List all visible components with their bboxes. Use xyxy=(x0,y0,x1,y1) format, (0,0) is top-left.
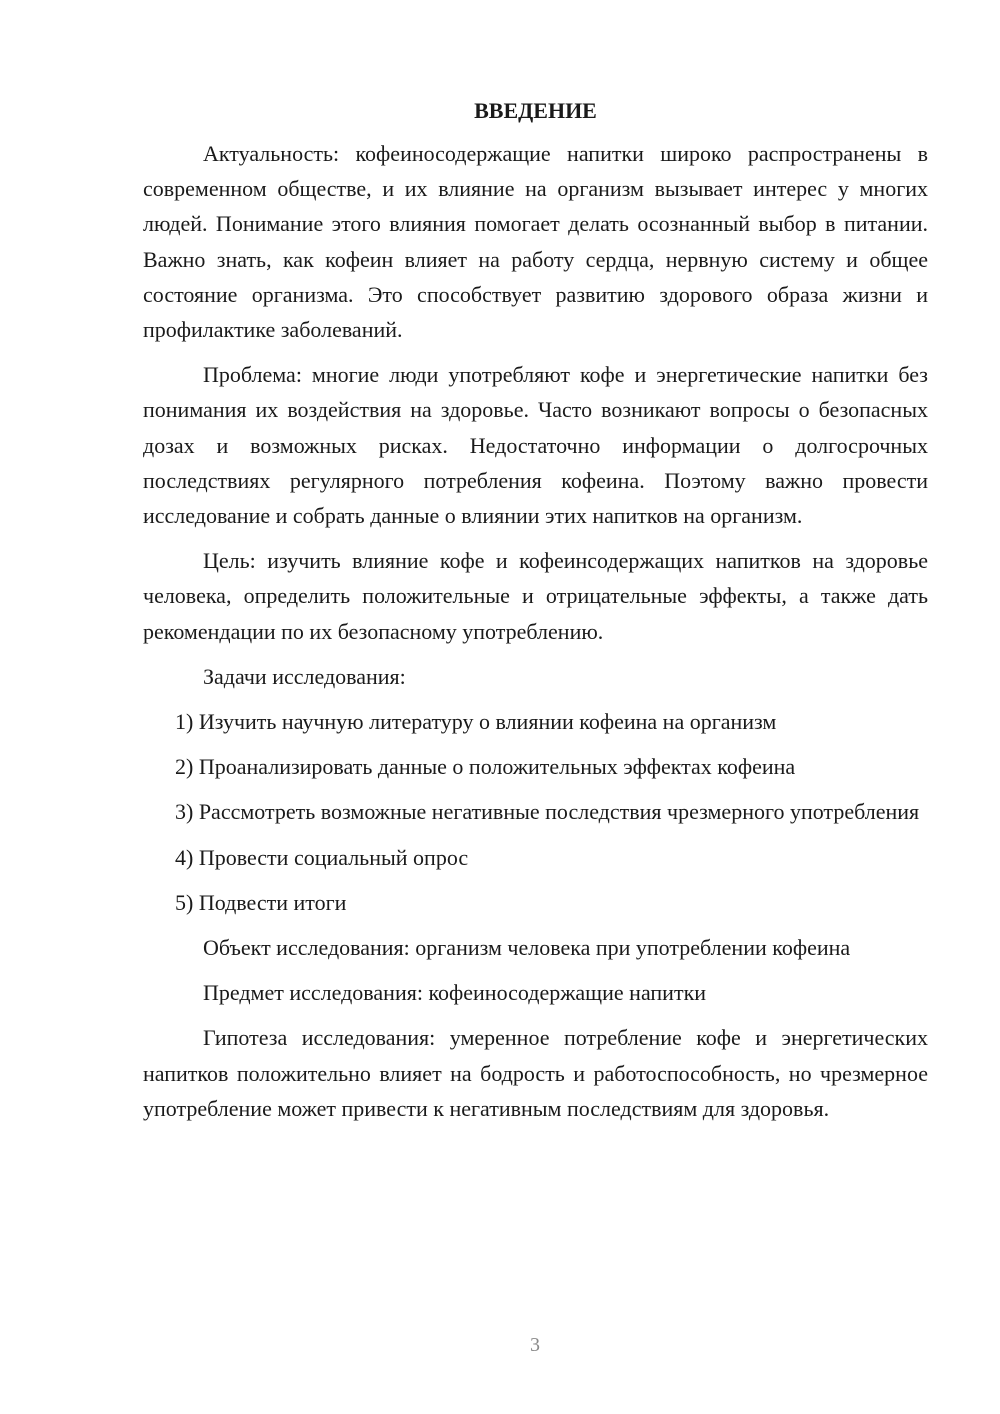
page-title: ВВЕДЕНИЕ xyxy=(474,98,597,123)
paragraph-hypothesis: Гипотеза исследования: умеренное потребление кофе и энергетических напитков положительно влияет на бодрость и работоспособность, но чрезмерное употребление может привести к негативным последствиям для здоровья. xyxy=(143,1025,928,1121)
page-number: 3 xyxy=(530,1334,540,1356)
list-item: 1) Изучить научную литературу о влиянии кофеина на организм xyxy=(175,709,777,735)
list-item: 4) Провести социальный опрос xyxy=(175,844,469,870)
tasks-list xyxy=(143,704,928,920)
paragraph-relevance: Актуальность: кофеиносодержащие напитки широко распространены в современном обществе, и их влияние на организм вызывает интерес у многих людей. Понимание этого влияния помогает делать осознанный выбор в питании. Важно знать, как кофеин влияет на работу сердца, нервную систему и общее состояние организма. Это способствует развитию здорового образа жизни и профилактике заболеваний. xyxy=(143,141,928,343)
list-item: 5) Подвести итоги xyxy=(175,889,347,915)
list-item: 3) Рассмотреть возможные негативные последствия чрезмерного употребления xyxy=(175,799,920,825)
tasks-heading: Задачи исследования: xyxy=(203,663,406,689)
paragraph-problem: Проблема: многие люди употребляют кофе и энергетические напитки без понимания их воздействия на здоровье. Часто возникают вопросы о безопасных дозах и возможных рисках. Недостаточно информации о долгосрочных последствиях регулярного потребления кофеина. Поэтому важно провести исследование и собрать данные о влиянии этих напитков на организм. xyxy=(143,362,928,529)
document-page xyxy=(143,96,928,1136)
paragraph-subject: Предмет исследования: кофеиносодержащие напитки xyxy=(203,980,707,1006)
paragraph-object: Объект исследования: организм человека при употреблении кофеина xyxy=(203,935,851,961)
list-item: 2) Проанализировать данные о положительных эффектах кофеина xyxy=(175,754,796,780)
paragraph-goal: Цель: изучить влияние кофе и кофеинсодержащих напитков на здоровье человека, определить положительные и отрицательные эффекты, а также дать рекомендации по их безопасному употреблению. xyxy=(143,548,928,644)
